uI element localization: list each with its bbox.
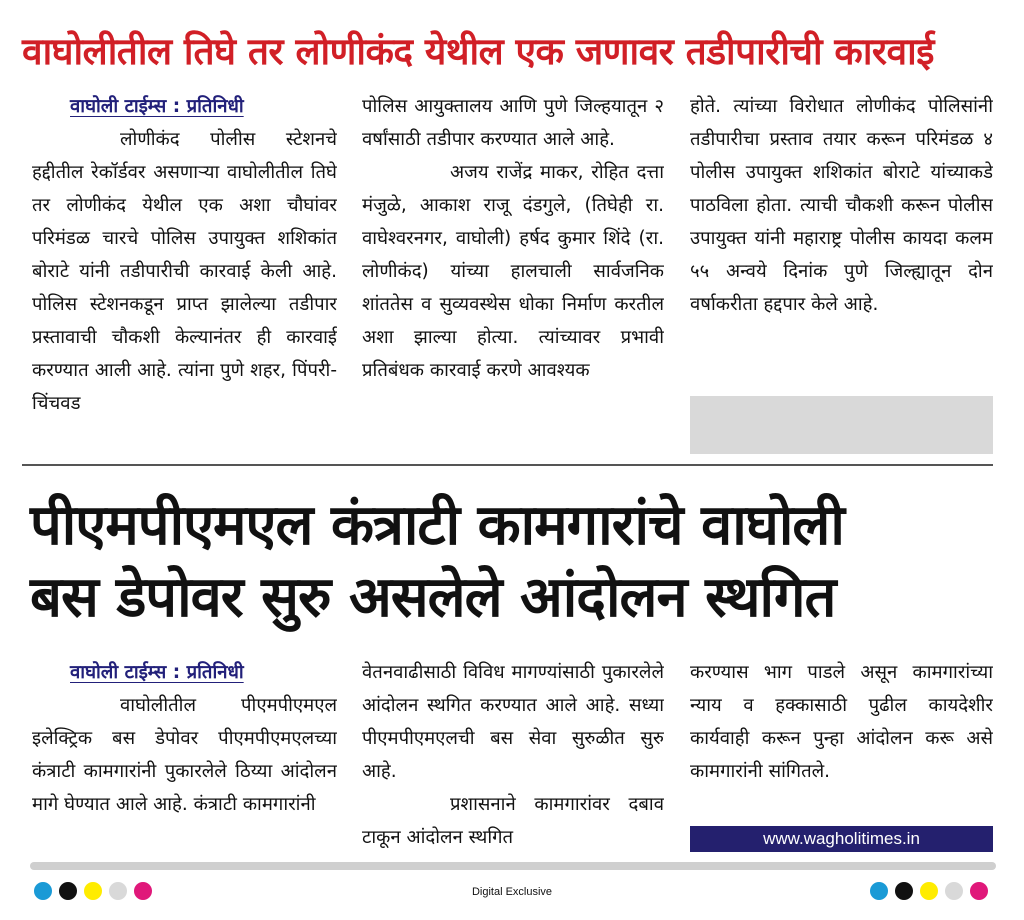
website-banner[interactable]: www.wagholitimes.in — [690, 826, 993, 852]
article1-col2-text-b: अजय राजेंद्र माकर, रोहित दत्ता मंजुळे, आकाश राजू दंडगुले, (तिघेही रा. वाघेश्वरनगर, वाघोली) हर्षद कुमार शिंदे (रा. लोणीकंद) यांच्या हालचाली सार्वजनिक शांततेस व सुव्यवस्थेस धोका निर्माण करतील अशा झाल्या होत्या. त्यांच्यावर प्रभावी प्रतिबंधक कारवाई करणे आवश्यक — [362, 162, 664, 381]
article2-headline-line1: पीएमपीएमएल कंत्राटी कामगारांचे वाघोली — [30, 493, 844, 558]
gray-dot-icon — [109, 882, 127, 900]
magenta-dot-icon — [134, 882, 152, 900]
article1-column3 — [690, 90, 993, 390]
cyan-dot-icon — [34, 882, 52, 900]
yellow-dot-icon — [84, 882, 102, 900]
article2-column2 — [362, 656, 664, 856]
section-divider — [22, 464, 993, 466]
yellow-dot-icon — [920, 882, 938, 900]
article1-column1 — [32, 90, 337, 460]
article2-col2-text-b: प्रशासनाने कामगारांवर दबाव टाकून आंदोलन स्थगित — [362, 794, 664, 848]
article1-byline: वाघोली टाईम्स : प्रतिनिधी — [70, 96, 244, 117]
gray-dot-icon — [945, 882, 963, 900]
cyan-dot-icon — [870, 882, 888, 900]
magenta-dot-icon — [970, 882, 988, 900]
footer-bar — [30, 862, 996, 870]
article2-col1-text: वाघोलीतील पीएमपीएमएल इलेक्ट्रिक बस डेपोवर पीएमपीएमएलच्या कंत्राटी कामगारांनी पुकारलेले ठिय्या आंदोलन मागे घेण्यात आले आहे. कंत्राटी कामगारांनी — [32, 695, 337, 815]
article2-headline — [30, 490, 1000, 634]
gray-placeholder-box — [690, 396, 993, 454]
article2-byline: वाघोली टाईम्स : प्रतिनिधी — [70, 662, 244, 683]
article2-col2-text-a: वेतनवाढीसाठी विविध मागण्यांसाठी पुकारलेले आंदोलन स्थगित करण्यात आले आहे. सध्या पीएमपीएमएलची बस सेवा सुरुळीत सुरु आहे. — [362, 662, 664, 782]
article1-col1-text: लोणीकंद पोलीस स्टेशनचे हद्दीतील रेकॉर्डवर असणाऱ्या वाघोलीतील तिघे तर लोणीकंद येथील एक अशा चौघांवर परिमंडळ चारचे पोलिस उपायुक्त शशिकांत बोराटे यांनी तडीपारीची कारवाई केली आहे. पोलिस स्टेशनकडून प्राप्त झालेल्या तडीपार प्रस्तावाची चौकशी केल्यानंतर ही कारवाई करण्यात आली आहे. त्यांना पुणे शहर, पिंपरी-चिंचवड — [32, 129, 337, 414]
article2-col3-text: करण्यास भाग पाडले असून कामगारांच्या न्याय व हक्कासाठी पुढील कायदेशीर कार्यवाही करून पुन्हा आंदोलन करू असे कामगारांनी सांगितले. — [690, 662, 993, 782]
black-dot-icon — [895, 882, 913, 900]
article1-col2-text-a: पोलिस आयुक्तालय आणि पुणे जिल्हयातून २ वर्षांसाठी तडीपार करण्यात आले आहे. — [362, 96, 664, 150]
article1-headline: वाघोलीतील तिघे तर लोणीकंद येथील एक जणावर तडीपारीची कारवाई — [22, 30, 934, 73]
article1-col3-text: होते. त्यांच्या विरोधात लोणीकंद पोलिसांनी तडीपारीचा प्रस्ताव तयार करून परिमंडळ ४ पोलीस उपायुक्त शशिकांत बोराटे यांच्याकडे पाठविला होता. त्याची चौकशी करून पोलीस उपायुक्त यांनी महाराष्ट्र पोलीस कायदा कलम ५५ अन्वये दिनांक पुणे जिल्ह्यातून दोन वर्षाकरीता हद्दपार केले आहे. — [690, 96, 993, 315]
black-dot-icon — [59, 882, 77, 900]
registration-marks-right — [870, 882, 988, 900]
article2-column1 — [32, 656, 337, 856]
article2-headline-line2: बस डेपोवर सुरु असलेले आंदोलन स्थगित — [30, 565, 836, 630]
registration-marks-left — [34, 882, 152, 900]
article1-column2 — [362, 90, 664, 460]
footer-label: Digital Exclusive — [471, 886, 553, 898]
article2-column3 — [690, 656, 993, 822]
